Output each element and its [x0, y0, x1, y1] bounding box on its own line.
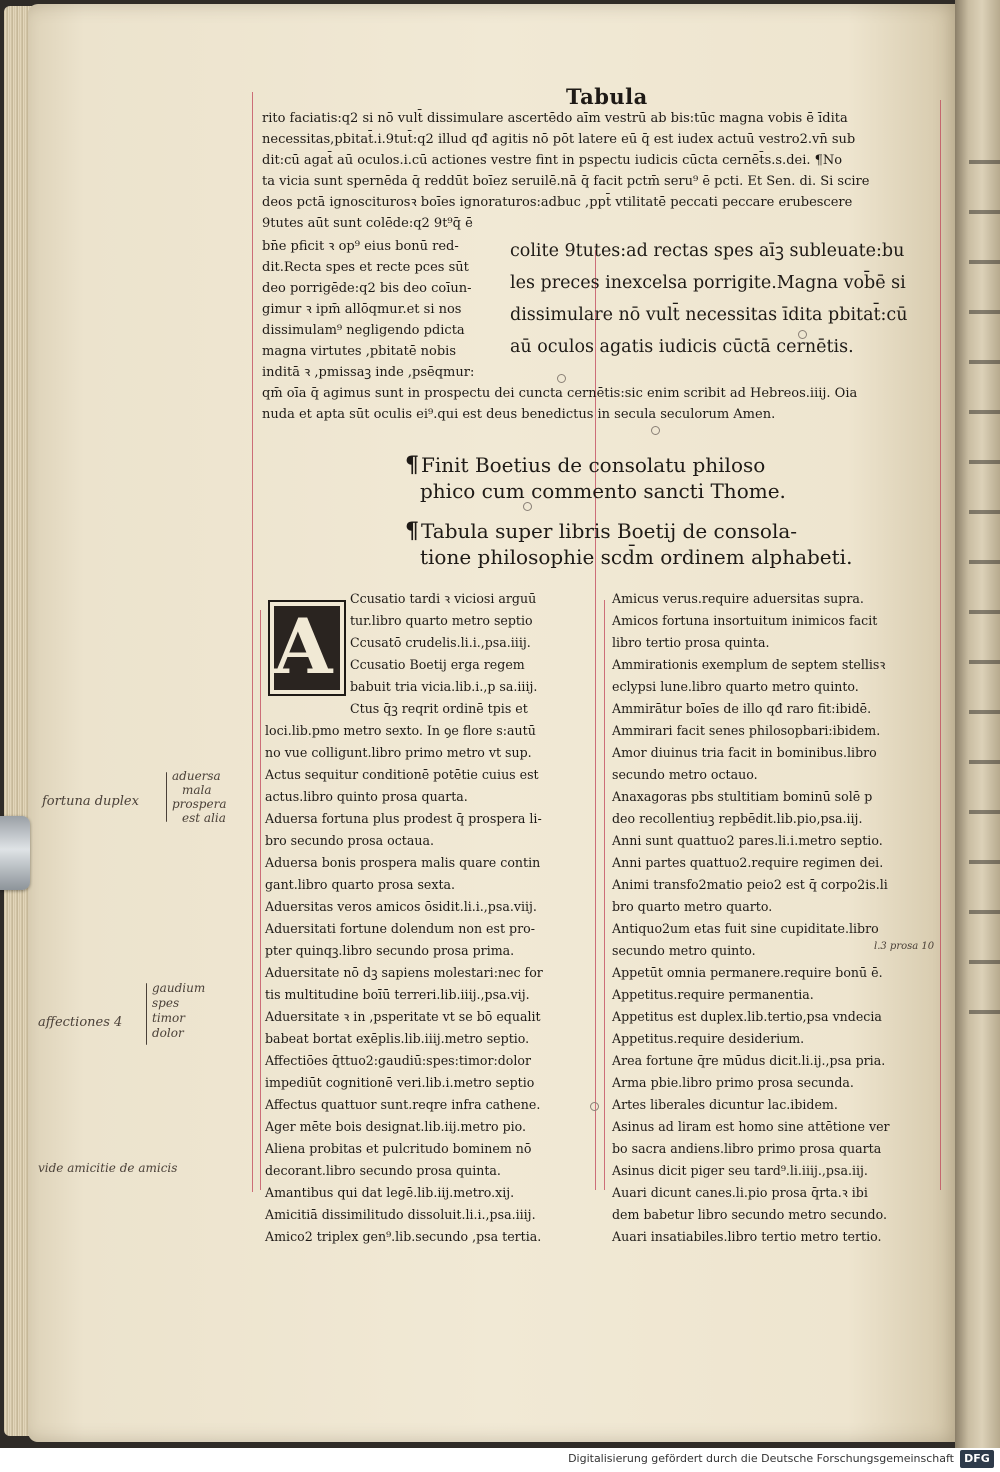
index-entry: dem babetur libro secundo metro secundo. [612, 1207, 887, 1222]
text-line: 9tutes aūt sunt colēde:q2 9t⁹q̄ ē [262, 216, 473, 231]
pencil-mark [557, 374, 566, 383]
index-entry: eclypsi lune.libro quarto metro quinto. [612, 679, 859, 694]
index-entry: babeat bortat exēplis.lib.iiij.metro septio. [265, 1031, 530, 1046]
index-entry: Amicitiā dissimilitudo dissoluit.li.i.,psa.iiij. [265, 1207, 536, 1222]
index-entry: Appetūt omnia permanere.require bonū ē. [612, 965, 883, 980]
text-line: deo porrigēde:q2 bis deo coīun- [262, 281, 472, 296]
index-entry: Anaxagoras pbs stultitiam bominū solē p [612, 789, 873, 804]
index-entry: Ammirātur boīes de illo qđ raro fit:ibidē. [612, 701, 872, 716]
index-entry: secundo metro octauo. [612, 767, 758, 782]
index-entry: Aduersitati fortune dolendum non est pro- [265, 921, 535, 936]
index-entry: Amicus verus.require aduersitas supra. [612, 591, 864, 606]
marginal-note: spes [152, 996, 180, 1010]
initial-letter: A [273, 602, 333, 691]
table-title-text: Tabula super libris Boetij de consola- [421, 519, 798, 543]
index-entry: Aduersitate ꝛ in ,psperitate vt se bō equalit [265, 1009, 541, 1024]
marginal-brace [166, 772, 167, 822]
index-entry: Asinus ad liram est homo sine attētione ver [612, 1119, 890, 1134]
pilcrow-icon: ¶ [405, 452, 419, 478]
text-line: dit:cū agat̄ aū oculos.i.cū actiones vestre fint in pspectu iudicis cūcta cernēt̄s.s.dei. ¶No [262, 153, 843, 168]
marginal-note-amicitia: vide amicitie de amicis [38, 1161, 178, 1175]
index-entry: Ccusatō crudelis.li.i.,psa.iiij. [350, 635, 531, 650]
text-line: colite 9tutes:ad rectas spes aīꝫ subleuate:bu [510, 241, 905, 261]
text-line: dissimulam⁹ negligendo pdicta [262, 323, 465, 338]
index-entry: actus.libro quinto prosa quarta. [265, 789, 468, 804]
marginal-note: aduersa [172, 769, 221, 783]
table-title [405, 518, 797, 544]
index-entry: Anni sunt quattuo2 pares.li.i.metro septio. [612, 833, 883, 848]
index-entry: Ammirari facit senes philosopbari:ibidem. [612, 723, 881, 738]
index-entry: Auari dicunt canes.li.pio prosa q̄rta.ꝛ ibi [612, 1185, 868, 1200]
index-entry: Auari insatiabiles.libro tertio metro tertio. [612, 1229, 882, 1244]
index-entry: Amico2 triplex gen⁹.lib.secundo ,psa tertia. [265, 1229, 542, 1244]
marginal-note: mala [182, 783, 212, 797]
index-entry: Appetitus.require desiderium. [612, 1031, 805, 1046]
page-clip [0, 816, 30, 890]
explicit-text: Finit Boetius de consolatu philoso [421, 453, 766, 477]
text-line: magna virtutes ,pbitatē nobis [262, 344, 456, 359]
index-entry: decorant.libro secundo prosa quinta. [265, 1163, 501, 1178]
pencil-mark [523, 502, 532, 511]
explicit-line [405, 452, 765, 478]
index-entry: Animi transfo2matio peio2 est q̄ corpo2is.li [612, 877, 888, 892]
ruling-line [940, 100, 941, 1190]
pencil-mark [798, 330, 807, 339]
text-line: aū oculos agatis iudicis cūctā cernētis. [510, 337, 854, 357]
index-entry: Ager mēte bois designat.lib.iij.metro pio. [265, 1119, 527, 1134]
pencil-mark [651, 426, 660, 435]
funding-credit: Digitalisierung gefördert durch die Deutsche Forschungsgemeinschaft [568, 1452, 954, 1465]
index-entry: tur.libro quarto metro septio [350, 613, 533, 628]
index-entry: Appetitus.require permanentia. [612, 987, 814, 1002]
index-entry: Anni partes quattuo2.require regimen dei. [612, 855, 884, 870]
index-entry: secundo metro quinto. [612, 943, 756, 958]
table-title: tione philosophie scd̄m ordinem alphabeti. [420, 545, 853, 569]
text-line: rito faciatis:q2 si nō vult̄ dissimulare ascertēdo aīm vestrū ab bis:tūc magna vobis ē īdita [262, 111, 848, 126]
index-entry: Appetitus est duplex.lib.tertio,psa vndecia [612, 1009, 882, 1024]
index-entry: loci.lib.pmo metro sexto. In ꝯe flore s:autū [265, 723, 536, 738]
marginal-note: timor [152, 1011, 185, 1025]
text-line: dissimulare nō vult̄ necessitas īdita pbitat̄:cū [510, 305, 908, 325]
marginal-note: prospera [172, 797, 227, 811]
marginal-brace [146, 983, 147, 1045]
explicit-line: phico cum commento sancti Thome. [420, 479, 786, 503]
index-entry: gant.libro quarto prosa sexta. [265, 877, 456, 892]
dfg-logo: DFG [960, 1450, 994, 1468]
index-entry: deo recollentiuꝫ repbēdit.lib.pio,psa.iij. [612, 811, 863, 826]
text-line: bn̄e pficit ꝛ op⁹ eius bonū red- [262, 239, 459, 254]
index-entry: pter quinqꝫ.libro secundo prosa prima. [265, 943, 515, 958]
index-entry: Ammirationis exemplum de septem stellisꝛ [612, 657, 886, 672]
index-entry: Affectiōes q̄ttuo2:gaudiū:spes:timor:dolor [265, 1053, 532, 1068]
text-line: nuda et apta sūt oculis ei⁹.qui est deus benedictus in secula seculorum Amen. [262, 407, 776, 422]
text-line: les preces inexcelsa porrigite.Magna vob̄ē si [510, 273, 906, 293]
index-entry: Amor diuinus tria facit in bominibus.libro [612, 745, 877, 760]
index-entry: Artes liberales dicuntur lac.ibidem. [612, 1097, 838, 1112]
facing-page-edge [955, 0, 1000, 1448]
text-line: ta vicia sunt spernēda q̄ reddūt boīez seruilē.nā q̄ facit pctm̄ seru⁹ ē pcti. Et Sen. di. Si scire [262, 174, 870, 189]
index-entry: Ctus q̄ꝫ reqrit ordinē tpis et [350, 701, 528, 716]
marginal-note-right: l.3 prosa 10 [874, 941, 935, 952]
index-entry: bo sacra andiens.libro primo prosa quarta [612, 1141, 882, 1156]
index-entry: Antiquo2um etas fuit sine cupiditate.libro [612, 921, 879, 936]
index-entry: Arma pbie.libro primo prosa secunda. [612, 1075, 854, 1090]
text-line: dit.Recta spes et recte pces sūt [262, 260, 469, 275]
ruling-line [604, 600, 605, 1190]
text-line: gimur ꝛ ipm̄ allōqmur.et si nos [262, 302, 462, 317]
text-line: inditā ꝛ ,pmissaꝫ inde ,psēqmur: [262, 365, 475, 380]
pencil-mark [590, 1102, 599, 1111]
text-line: qm̄ oīa q̄ agimus sunt in prospectu dei cuncta cernētis:sic enim scribit ad Hebreos.iiij. Oia [262, 386, 858, 401]
index-entry: impediūt cognitionē veri.lib.i.metro septio [265, 1075, 535, 1090]
decorated-initial [268, 600, 346, 696]
index-entry: bro secundo prosa octaua. [265, 833, 434, 848]
index-entry: Amicos fortuna insortuitum inimicos facit [612, 613, 878, 628]
text-line: deos pctā ignosciturosꝛ boīes ignoraturos:adbuc ,ppt̄ vtilitatē peccati peccare erubescere [262, 195, 853, 210]
index-entry: Aduersa bonis prospera malis quare contin [265, 855, 541, 870]
marginal-note: est alia [182, 811, 226, 825]
ruling-line [252, 92, 253, 1192]
pilcrow-icon: ¶ [405, 518, 419, 544]
text-line: necessitas,pbitat̄.i.9tut̄:q2 illud qđ agitis nō pōt latere eū q̄ est iudex actuū vestro2.vn̄ sub [262, 132, 856, 147]
index-entry: Aduersitas veros amicos ōsidit.li.i.,psa.viij. [265, 899, 537, 914]
index-entry: Area fortune q̄re mūdus dicit.li.ij.,psa pria. [612, 1053, 886, 1068]
index-entry: Ccusatio tardi ꝛ viciosi arguū [350, 591, 537, 606]
index-entry: bro quarto metro quarto. [612, 899, 773, 914]
marginal-note: affectiones 4 [38, 1015, 123, 1030]
index-entry: Aduersa fortuna plus prodest q̄ prospera li- [265, 811, 542, 826]
index-entry: no vue colligunt.libro primo metro vt sup. [265, 745, 532, 760]
index-entry: Affectus quattuor sunt.reqre infra cathene. [265, 1097, 541, 1112]
index-entry: Actus sequitur conditionē potētie cuius est [265, 767, 539, 782]
index-entry: tis multitudine boīū terreri.lib.iiij.,psa.vij. [265, 987, 530, 1002]
index-entry: Amantibus qui dat legē.lib.iij.metro.xij. [265, 1185, 515, 1200]
marginal-note: fortuna duplex [42, 794, 139, 809]
running-head: Tabula [566, 84, 648, 109]
marginal-note: dolor [152, 1026, 184, 1040]
ruling-line [260, 610, 261, 1190]
index-entry: Ccusatio Boetij erga regem [350, 657, 525, 672]
index-entry: Aduersitate nō dꝫ sapiens molestari:nec for [265, 965, 543, 980]
index-entry: Asinus dicit piger seu tard⁹.li.iiij.,psa.iij. [612, 1163, 868, 1178]
index-entry: libro tertio prosa quinta. [612, 635, 770, 650]
index-entry: Aliena probitas et pulcritudo bominem nō [265, 1141, 532, 1156]
index-entry: babuit tria vicia.lib.i.,p sa.iiij. [350, 679, 538, 694]
marginal-note: gaudium [152, 981, 206, 995]
